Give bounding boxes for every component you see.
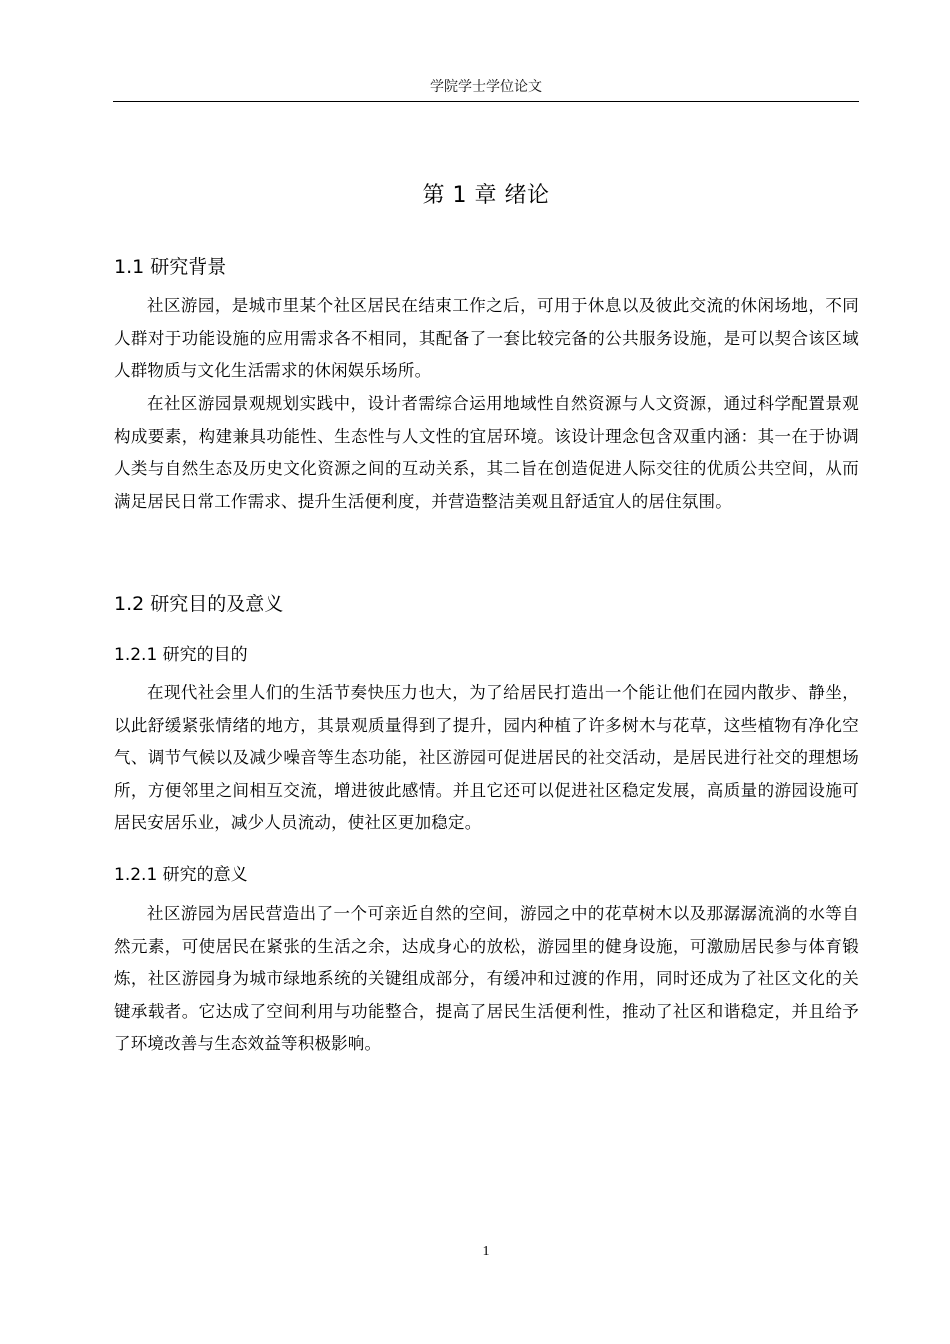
subsection-heading-significance: 1.2.1 研究的意义 (114, 865, 248, 885)
chapter-title: 第 1 章 绪论 (422, 183, 550, 208)
paragraph-background-2: 在社区游园景观规划实践中，设计者需综合运用地域性自然资源与人文资源，通过科学配置景观构成要素，构建兼具功能性、生态性与人文性的宜居环境。该设计理念包含双重内涵：其一在于协调人类与自然生态及历史文化资源之间的互动关系，其二旨在创造促进人际交往的优质公共空间，从而满足居民日常工作需求、提升生活便利度，并营造整洁美观且舒适宜人的居住氛围。 (114, 394, 859, 511)
paragraph-purpose: 在现代社会里人们的生活节奏快压力也大，为了给居民打造出一个能让他们在园内散步、静坐，以此舒缓紧张情绪的地方，其景观质量得到了提升，园内种植了许多树木与花草，这些植物有净化空气、调节气候以及减少噪音等生态功能，社区游园可促进居民的社交活动，是居民进行社交的理想场所，方便邻里之间相互交流，增进彼此感情。并且它还可以促进社区稳定发展，高质量的游园设施可居民安居乐业，减少人员流动，使社区更加稳定。 (114, 683, 859, 832)
paragraph-background-1: 社区游园，是城市里某个社区居民在结束工作之后，可用于休息以及彼此交流的休闲场地，不同人群对于功能设施的应用需求各不相同，其配备了一套比较完备的公共服务设施，是可以契合该区域人群物质与文化生活需求的休闲娱乐场所。 (114, 296, 859, 380)
subsection-heading-purpose: 1.2.1 研究的目的 (114, 645, 248, 665)
section-heading-1-1: 1.1 研究背景 (114, 256, 227, 278)
section-heading-1-2: 1.2 研究目的及意义 (114, 593, 284, 615)
paragraph-significance: 社区游园为居民营造出了一个可亲近自然的空间，游园之中的花草树木以及那潺潺流淌的水等自然元素，可使居民在紧张的生活之余，达成身心的放松，游园里的健身设施，可激励居民参与体育锻炼，社区游园身为城市绿地系统的关键组成部分，有缓冲和过渡的作用，同时还成为了社区文化的关键承载者。它达成了空间利用与功能整合，提高了居民生活便利性，推动了社区和谐稳定，并且给予了环境改善与生态效益等积极影响。 (114, 904, 859, 1053)
page-number: 1 (482, 1244, 490, 1259)
running-header: 学院学士学位论文 (430, 79, 542, 95)
header-divider (113, 101, 859, 102)
